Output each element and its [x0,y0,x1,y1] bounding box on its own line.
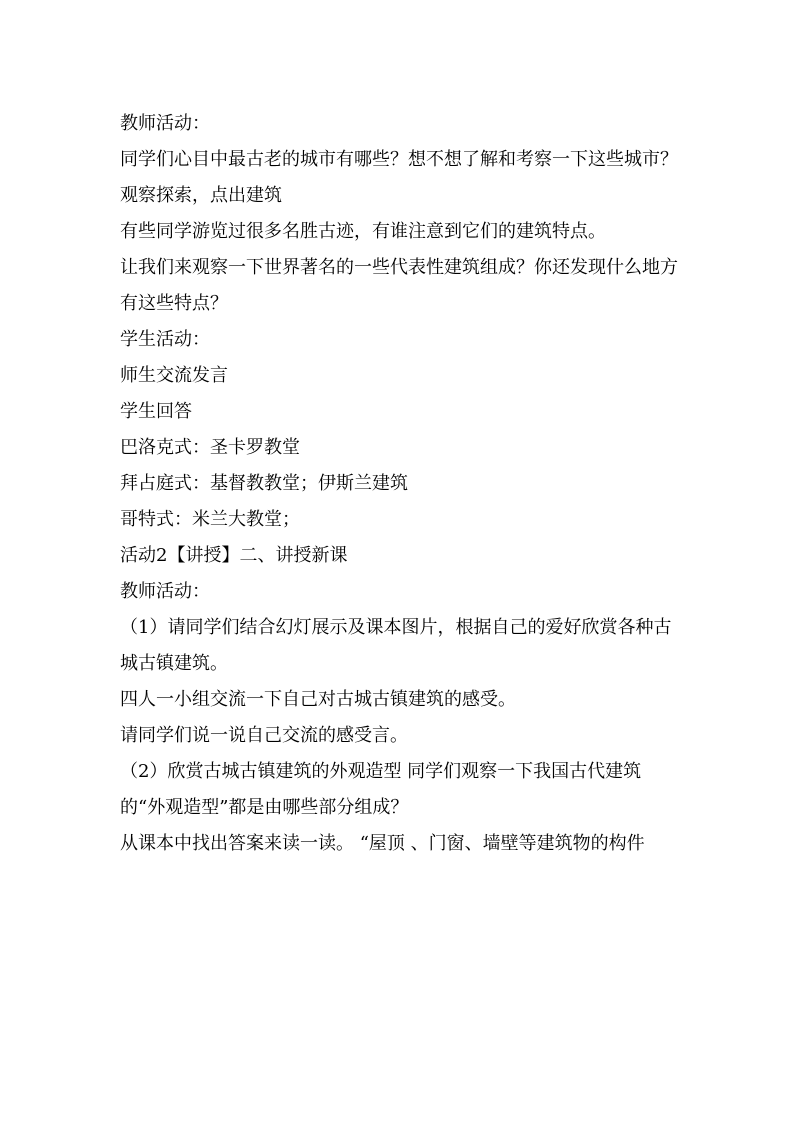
paragraph-student-activity-heading: 学生活动： [120,329,210,350]
paragraph-observe-explore: 观察探索，点出建筑 [120,185,282,206]
paragraph-step-1: （1）请同学们结合幻灯展示及课本图片，根据自己的爱好欣赏各种古城古镇建筑。 [120,617,672,674]
paragraph-discussion: 师生交流发言 [120,365,228,386]
paragraph-step-2: （2）欣赏古城古镇建筑的外观造型 同学们观察一下我国古代建筑的“外观造型”都是由哪些部分组成？ [120,761,642,818]
paragraph-group-discussion: 四人一小组交流一下自己对古城古镇建筑的感受。 [120,689,516,710]
paragraph-baroque: 巴洛克式：圣卡罗教堂 [120,437,300,458]
paragraph-gothic: 哥特式：米兰大教堂； [120,509,300,530]
paragraph-share-feelings: 请同学们说一说自己交流的感受言。 [120,725,408,746]
paragraph-teacher-activity-heading-2: 教师活动： [120,581,210,602]
paragraph-oldest-cities-question: 同学们心目中最古老的城市有哪些？想不想了解和考察一下这些城市？ [120,149,678,170]
paragraph-student-answer: 学生回答 [120,401,192,422]
paragraph-famous-sites: 有些同学游览过很多名胜古迹，有谁注意到它们的建筑特点。 [120,221,606,242]
paragraph-byzantine: 拜占庭式：基督教教堂；伊斯兰建筑 [120,473,408,494]
paragraph-activity-2-heading: 活动2【讲授】二、讲授新课 [120,545,348,566]
paragraph-world-architecture-question: 让我们来观察一下世界著名的一些代表性建筑组成？你还发现什么地方有这些特点？ [120,257,678,314]
paragraph-find-answer: 从课本中找出答案来读一读。 “屋顶 、门窗、墙壁等建筑物的构件 [120,833,645,854]
document-body [120,106,680,862]
paragraph-teacher-activity-heading: 教师活动： [120,113,210,134]
